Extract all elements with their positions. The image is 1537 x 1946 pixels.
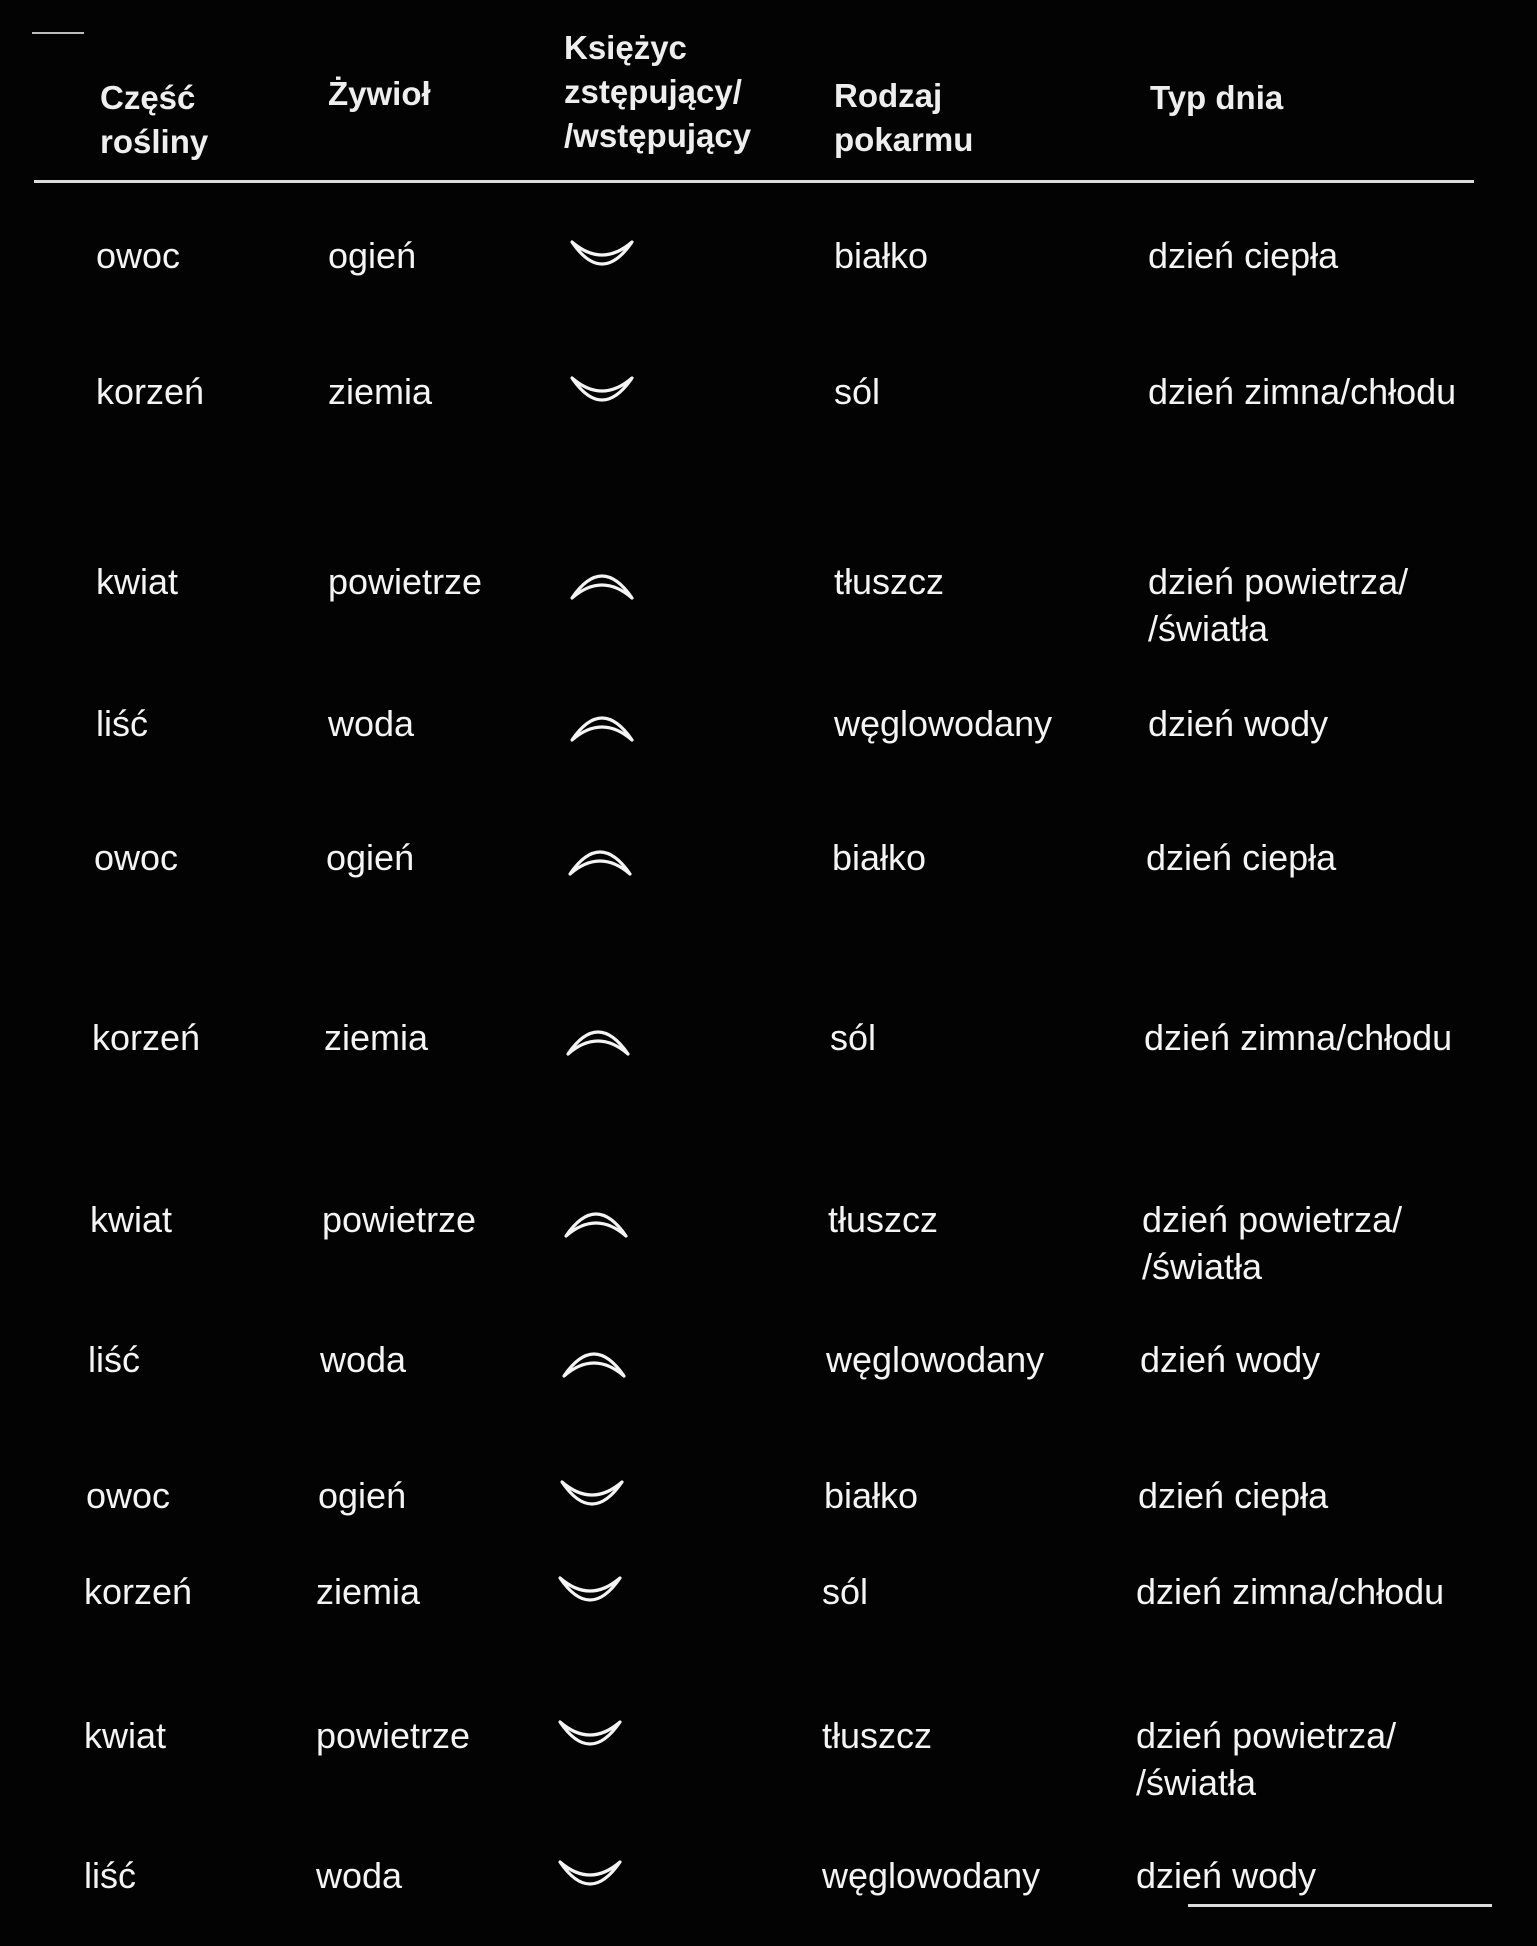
element-cell: ziemia xyxy=(316,1571,421,1612)
food-type-cell: tłuszcz xyxy=(834,561,945,602)
ascending-moon-icon xyxy=(558,1336,632,1396)
day-type-line: dzień ciepła xyxy=(1148,235,1339,276)
element-cell: powietrze xyxy=(322,1199,477,1240)
ascending-moon-icon xyxy=(562,1014,636,1074)
food-type-cell: sól xyxy=(830,1017,877,1058)
ascending-moon-icon xyxy=(566,558,640,618)
day-type-line: dzień wody xyxy=(1136,1855,1317,1896)
day-type-line: /światła xyxy=(1148,608,1269,649)
day-type-line: dzień zimna/chłodu xyxy=(1148,371,1457,412)
table-header xyxy=(0,0,1537,190)
food-type-cell: tłuszcz xyxy=(828,1199,939,1240)
food-type-cell: sól xyxy=(822,1571,869,1612)
food-type-cell: węglowodany xyxy=(834,703,1053,744)
day-type-line: /światła xyxy=(1136,1762,1257,1803)
day-type-cell xyxy=(1140,1336,1320,1383)
day-type-cell xyxy=(1136,1712,1396,1806)
plant-part-cell: liść xyxy=(84,1855,136,1896)
plant-part-cell: kwiat xyxy=(84,1715,167,1756)
food-type-cell: białko xyxy=(832,837,927,878)
bottom-divider xyxy=(1188,1904,1492,1907)
day-type-cell xyxy=(1136,1568,1444,1615)
food-type-cell: tłuszcz xyxy=(822,1715,933,1756)
plant-part-cell: korzeń xyxy=(96,371,205,412)
header-divider xyxy=(34,180,1474,183)
header-food-type: Rodzaj pokarmu xyxy=(834,77,974,158)
day-type-cell xyxy=(1142,1196,1402,1290)
day-type-line: dzień powietrza/ xyxy=(1148,561,1409,602)
ascending-moon-icon xyxy=(566,700,640,760)
day-type-line: dzień zimna/chłodu xyxy=(1144,1017,1453,1058)
day-type-cell xyxy=(1138,1472,1328,1519)
plant-part-cell: liść xyxy=(96,703,148,744)
plant-part-cell: owoc xyxy=(96,235,181,276)
plant-part-cell: kwiat xyxy=(90,1199,173,1240)
descending-moon-icon xyxy=(556,1472,630,1532)
descending-moon-icon xyxy=(566,368,640,428)
header-plant-part: Część rośliny xyxy=(100,79,209,160)
element-cell: woda xyxy=(316,1855,403,1896)
day-type-cell xyxy=(1148,558,1408,652)
descending-moon-icon xyxy=(554,1568,628,1628)
day-type-line: dzień ciepła xyxy=(1138,1475,1329,1516)
food-type-cell: białko xyxy=(834,235,929,276)
day-type-line: dzień wody xyxy=(1140,1339,1321,1380)
plant-part-cell: kwiat xyxy=(96,561,179,602)
element-cell: woda xyxy=(328,703,415,744)
day-type-line: dzień powietrza/ xyxy=(1136,1715,1397,1756)
header-day-type: Typ dnia xyxy=(1150,79,1284,116)
day-type-cell xyxy=(1136,1852,1316,1899)
descending-moon-icon xyxy=(554,1852,628,1912)
element-cell: ziemia xyxy=(324,1017,429,1058)
food-type-cell: sól xyxy=(834,371,881,412)
element-cell: ziemia xyxy=(328,371,433,412)
day-type-line: dzień wody xyxy=(1148,703,1329,744)
day-type-line: dzień ciepła xyxy=(1146,837,1337,878)
element-cell: ogień xyxy=(318,1475,407,1516)
element-cell: ogień xyxy=(326,837,415,878)
descending-moon-icon xyxy=(566,232,640,292)
ascending-moon-icon xyxy=(560,1196,634,1256)
plant-part-cell: korzeń xyxy=(92,1017,201,1058)
food-type-cell: białko xyxy=(824,1475,919,1516)
plant-part-cell: owoc xyxy=(86,1475,171,1516)
element-cell: powietrze xyxy=(328,561,483,602)
plant-part-cell: liść xyxy=(88,1339,140,1380)
ascending-moon-icon xyxy=(564,834,638,894)
header-moon: Księżyc zstępujący/ /wstępujący xyxy=(564,29,752,154)
day-type-cell xyxy=(1144,1014,1452,1061)
plant-part-cell: owoc xyxy=(94,837,179,878)
element-cell: woda xyxy=(320,1339,407,1380)
day-type-line: /światła xyxy=(1142,1246,1263,1287)
day-type-cell xyxy=(1148,368,1456,415)
day-type-cell xyxy=(1146,834,1336,881)
plant-part-cell: korzeń xyxy=(84,1571,193,1612)
element-cell: powietrze xyxy=(316,1715,471,1756)
day-type-cell xyxy=(1148,700,1328,747)
header-element: Żywioł xyxy=(328,75,431,112)
element-cell: ogień xyxy=(328,235,417,276)
day-type-line: dzień zimna/chłodu xyxy=(1136,1571,1445,1612)
food-type-cell: węglowodany xyxy=(822,1855,1041,1896)
day-type-line: dzień powietrza/ xyxy=(1142,1199,1403,1240)
food-type-cell: węglowodany xyxy=(826,1339,1045,1380)
day-type-cell xyxy=(1148,232,1338,279)
descending-moon-icon xyxy=(554,1712,628,1772)
